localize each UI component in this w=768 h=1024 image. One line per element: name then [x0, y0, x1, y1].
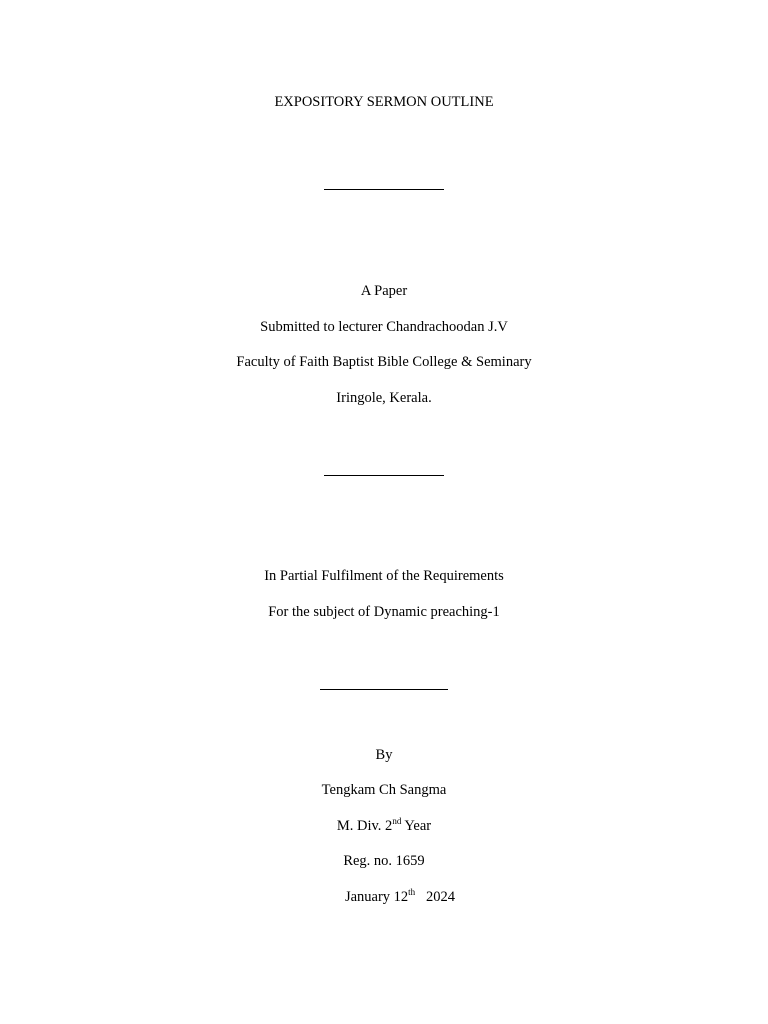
date-prefix: January 12 [344, 889, 409, 905]
author-name: Tengkam Ch Sangma [321, 782, 447, 798]
program-ordinal: nd [392, 816, 402, 826]
program-year [0, 816, 768, 834]
separator-rule-1 [324, 189, 444, 190]
program-suffix: Year [401, 818, 432, 834]
subject-line: For the subject of Dynamic preaching-1 [268, 604, 500, 620]
paper-title: EXPOSITORY SERMON OUTLINE [274, 94, 494, 110]
faculty-name: Faculty of Faith Baptist Bible College & Seminary [236, 354, 532, 370]
requirement-line: In Partial Fulfilment of the Requirements [264, 568, 504, 584]
program-prefix: M. Div. 2 [336, 818, 393, 834]
date-suffix: 2024 [415, 889, 456, 905]
submission-date [16, 887, 768, 905]
date-ordinal: th [408, 887, 416, 897]
location: Iringole, Kerala. [336, 390, 432, 406]
submitted-to: Submitted to lecturer Chandrachoodan J.V [260, 319, 508, 335]
separator-rule-2 [324, 475, 444, 476]
registration-number: Reg. no. 1659 [343, 853, 425, 869]
paper-kind: A Paper [360, 283, 408, 299]
separator-rule-3 [320, 689, 448, 690]
by-label: By [375, 747, 393, 763]
